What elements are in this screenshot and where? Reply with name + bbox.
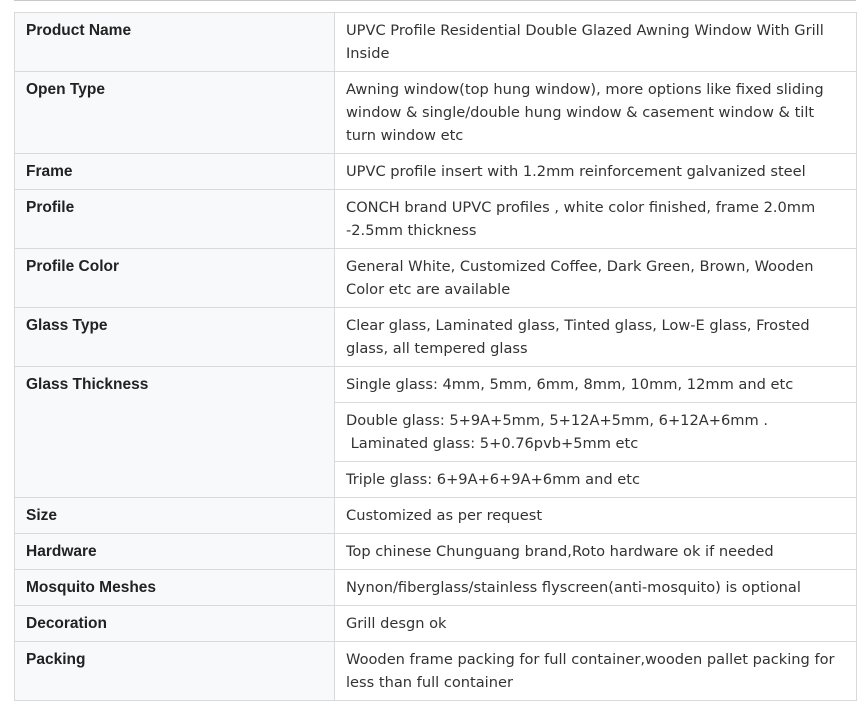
row-value: Wooden frame packing for full container,wooden pallet packing for less than full container [335, 642, 857, 701]
spec-table [14, 12, 857, 701]
row-label: Product Name [15, 13, 335, 72]
row-value [335, 403, 857, 462]
row-label: Glass Thickness [15, 367, 335, 498]
top-divider [14, 0, 856, 1]
table-row [15, 642, 857, 701]
table-row [15, 367, 857, 403]
table-row [15, 308, 857, 367]
row-label: Packing [15, 642, 335, 701]
row-label: Hardware [15, 534, 335, 570]
row-value: Grill desgn ok [335, 606, 857, 642]
row-label: Glass Type [15, 308, 335, 367]
table-row [15, 72, 857, 154]
row-label: Size [15, 498, 335, 534]
row-value: Nynon/fiberglass/stainless flyscreen(anti-mosquito) is optional [335, 570, 857, 606]
table-row [15, 534, 857, 570]
value-line: Double glass: 5+9A+5mm, 5+12A+5mm, 6+12A+6mm . [346, 412, 768, 429]
row-value: UPVC Profile Residential Double Glazed Awning Window With Grill Inside [335, 13, 857, 72]
row-label: Profile Color [15, 249, 335, 308]
table-row [15, 498, 857, 534]
table-row [15, 606, 857, 642]
row-label: Open Type [15, 72, 335, 154]
row-value: Clear glass, Laminated glass, Tinted glass, Low-E glass, Frosted glass, all tempered glass [335, 308, 857, 367]
row-label: Decoration [15, 606, 335, 642]
row-value: Top chinese Chunguang brand,Roto hardware ok if needed [335, 534, 857, 570]
row-label: Mosquito Meshes [15, 570, 335, 606]
row-value: Triple glass: 6+9A+6+9A+6mm and etc [335, 462, 857, 498]
value-line: Laminated glass: 5+0.76pvb+5mm etc [350, 435, 639, 452]
row-label: Frame [15, 154, 335, 190]
table-row [15, 249, 857, 308]
table-row [15, 154, 857, 190]
row-value: CONCH brand UPVC profiles , white color finished, frame 2.0mm -2.5mm thickness [335, 190, 857, 249]
row-value: Awning window(top hung window), more options like fixed sliding window & single/double hung window & casement window & tilt turn window etc [335, 72, 857, 154]
row-value: UPVC profile insert with 1.2mm reinforcement galvanized steel [335, 154, 857, 190]
table-row [15, 13, 857, 72]
row-value: Single glass: 4mm, 5mm, 6mm, 8mm, 10mm, 12mm and etc [335, 367, 857, 403]
row-value: General White, Customized Coffee, Dark Green, Brown, Wooden Color etc are available [335, 249, 857, 308]
row-label: Profile [15, 190, 335, 249]
table-row [15, 190, 857, 249]
table-row [15, 570, 857, 606]
row-value: Customized as per request [335, 498, 857, 534]
